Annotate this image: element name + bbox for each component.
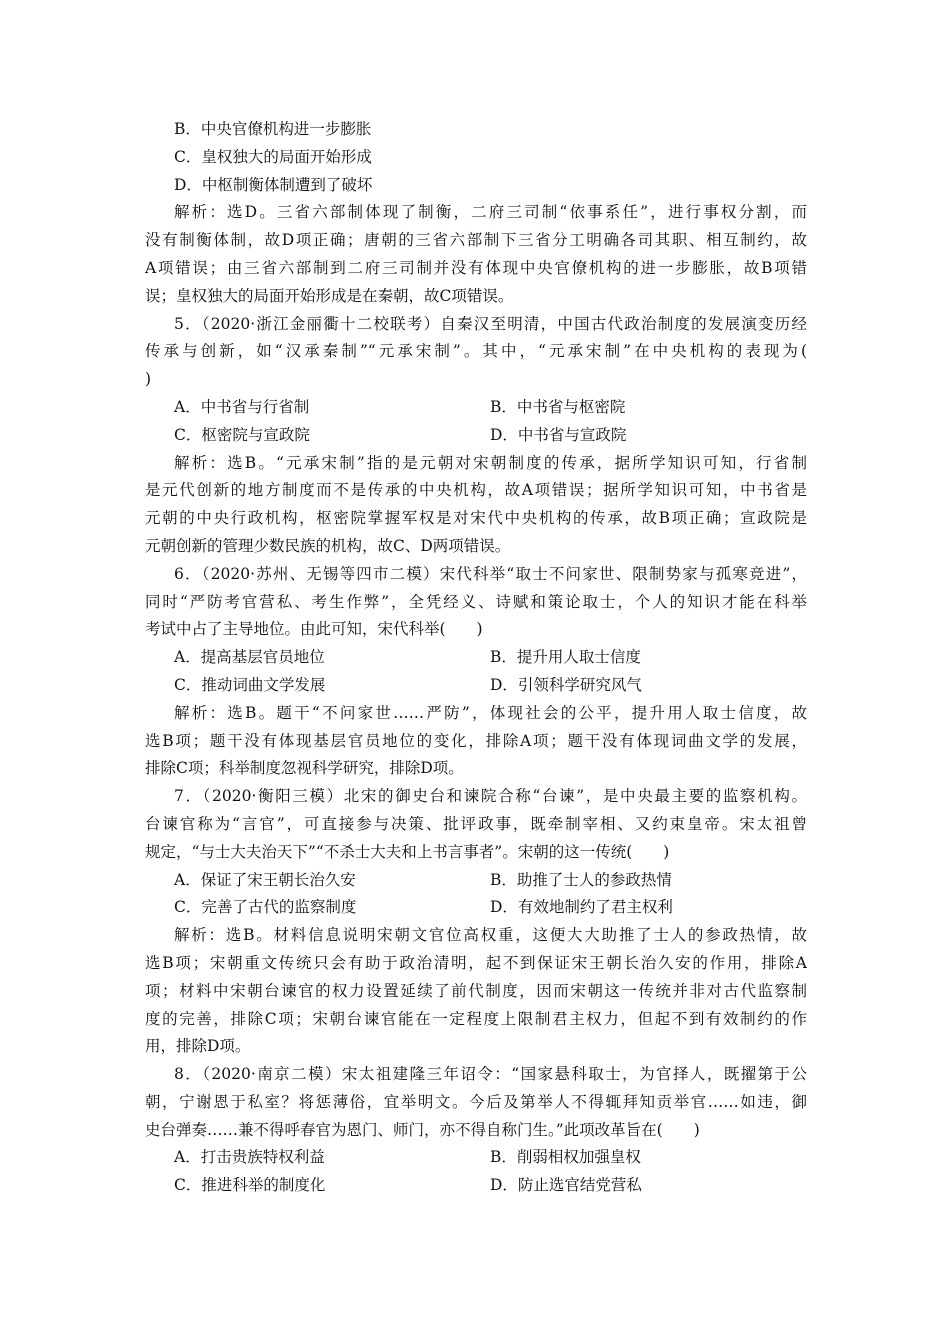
- q7-option-d: D．有效地制约了君主权利: [490, 898, 673, 917]
- q4-option-c: C．皇权独大的局面开始形成: [174, 147, 372, 166]
- q6-analysis-line: 解析：选B。题干“不问家世……严防”，体现社会的公平，提升用人取士信度，故: [174, 703, 807, 722]
- q6-analysis-line: 排除C项；科举制度忽视科学研究，排除D项。: [145, 759, 464, 778]
- q8-stem-line: 史台弹奏……兼不得呼春官为恩门、师门，亦不得自称门生。”此项改革旨在( ): [145, 1120, 700, 1139]
- q7-options-row: [145, 894, 807, 922]
- q4-analysis-line: A项错误；由三省六部制到二府三司制并没有体现中央官僚机构的进一步膨胀，故B项错: [145, 258, 807, 277]
- q8-stem-line: 朝，宁谢恩于私室？将惩薄俗，宜举明文。今后及第举人不得辄拜知贡举官……如违，御: [145, 1092, 807, 1111]
- q6-analysis-line: 选B项；题干没有体现基层官员地位的变化，排除A项；题干没有体现词曲文学的发展，: [145, 731, 807, 750]
- q4-option-d: D．中枢制衡体制遭到了破坏: [174, 175, 373, 194]
- q5-option-b: B．中书省与枢密院: [490, 397, 626, 416]
- q7-analysis-line: 度的完善，排除C项；宋朝台谏官能在一定程度上限制君主权力，但起不到有效制约的作: [145, 1009, 807, 1028]
- q5-options-row: [145, 394, 807, 422]
- q8-stem-line: 8．（2020·南京二模）宋太祖建隆三年诏令：“国家悬科取士，为官择人，既擢第于公: [174, 1065, 807, 1084]
- q5-analysis-line: 解析：选B。“元承宋制”指的是元朝对宋朝制度的传承，据所学知识可知，行省制: [174, 453, 807, 472]
- q7-analysis-line: 选B项；宋朝重文传统只会有助于政治清明，起不到保证宋王朝长治久安的作用，排除A: [145, 953, 807, 972]
- q4-analysis-line: 误；皇权独大的局面开始形成是在秦朝，故C项错误。: [145, 286, 514, 305]
- q7-stem-line: 规定，“与士大夫治天下”“不杀士大夫和上书言事者”。宋朝的这一传统( ): [145, 842, 670, 861]
- q6-stem-line: 考试中占了主导地位。由此可知，宋代科举( ): [145, 620, 483, 639]
- q5-analysis-line: 元朝的中央行政机构，枢密院掌握军权是对宋代中央机构的传承，故B项正确；宣政院是: [145, 509, 807, 528]
- q8-options-row: [145, 1144, 807, 1172]
- q5-analysis-line: 元朝创新的管理少数民族的机构，故C、D两项错误。: [145, 536, 511, 555]
- q5-stem-line: 5．（2020·浙江金丽衢十二校联考）自秦汉至明清，中国古代政治制度的发展演变历经: [174, 314, 807, 333]
- q6-options-row: [145, 672, 807, 700]
- q6-option-c: C．推动词曲文学发展: [174, 675, 326, 694]
- q4-option-b: B．中央官僚机构进一步膨胀: [174, 120, 372, 138]
- q6-stem-line: 同时“严防考官营私、考生作弊”，全凭经义、诗赋和策论取士，个人的知识才能在科举: [145, 592, 807, 611]
- q5-option-a: A．中书省与行省制: [174, 397, 310, 416]
- q8-options-row: [145, 1172, 807, 1200]
- q6-option-a: A．提高基层官员地位: [174, 648, 325, 667]
- q6-options-row: [145, 644, 807, 672]
- q8-option-a: A．打击贵族特权利益: [174, 1148, 325, 1167]
- q7-option-c: C．完善了古代的监察制度: [174, 898, 357, 917]
- q6-stem-line: 6．（2020·苏州、无锡等四市二模）宋代科举“取士不问家世、限制势家与孤寒竞进”，: [174, 564, 807, 583]
- document-body: [145, 116, 807, 1200]
- q5-analysis-line: 是元代创新的地方制度而不是传承的中央机构，故A项错误；据所学知识可知，中书省是: [145, 481, 807, 500]
- q8-option-c: C．推进科举的制度化: [174, 1176, 326, 1195]
- q7-analysis-line: 项；材料中宋朝台谏官的权力设置延续了前代制度，因而宋朝这一传统并非对古代监察制: [145, 981, 807, 1000]
- q7-stem-line: 7．（2020·衡阳三模）北宋的御史台和谏院合称“台谏”，是中央最主要的监察机构。: [174, 787, 807, 806]
- q7-analysis-line: 解析：选B。材料信息说明宋朝文官位高权重，这便大大助推了士人的参政热情，故: [174, 926, 807, 945]
- q7-options-row: [145, 867, 807, 895]
- q7-stem-line: 台谏官称为“言官”，可直接参与决策、批评政事，既牵制宰相、又约束皇帝。宋太祖曾: [145, 814, 807, 833]
- q7-option-b: B．助推了士人的参政热情: [490, 870, 672, 889]
- q8-option-b: B．削弱相权加强皇权: [490, 1148, 641, 1167]
- q4-analysis-line: 解析：选D。三省六部制体现了制衡，二府三司制“依事系任”，进行事权分割，而: [174, 203, 807, 222]
- q6-option-b: B．提升用人取士信度: [490, 648, 641, 667]
- q8-option-d: D．防止选官结党营私: [490, 1176, 642, 1195]
- q5-stem-line: 传承与创新，如“汉承秦制”“元承宋制”。其中，“元承宋制”在中央机构的表现为(: [145, 342, 807, 361]
- q4-analysis-line: 没有制衡体制，故D项正确；唐朝的三省六部制下三省分工明确各司其职、相互制约，故: [145, 231, 807, 250]
- q5-options-row: [145, 422, 807, 450]
- q5-option-d: D．中书省与宣政院: [490, 425, 627, 444]
- q5-stem-line: ): [145, 370, 152, 389]
- q7-analysis-line: 用，排除D项。: [145, 1037, 251, 1056]
- q5-option-c: C．枢密院与宣政院: [174, 425, 310, 444]
- q6-option-d: D．引领科学研究风气: [490, 675, 642, 694]
- q7-option-a: A．保证了宋王朝长治久安: [174, 870, 356, 889]
